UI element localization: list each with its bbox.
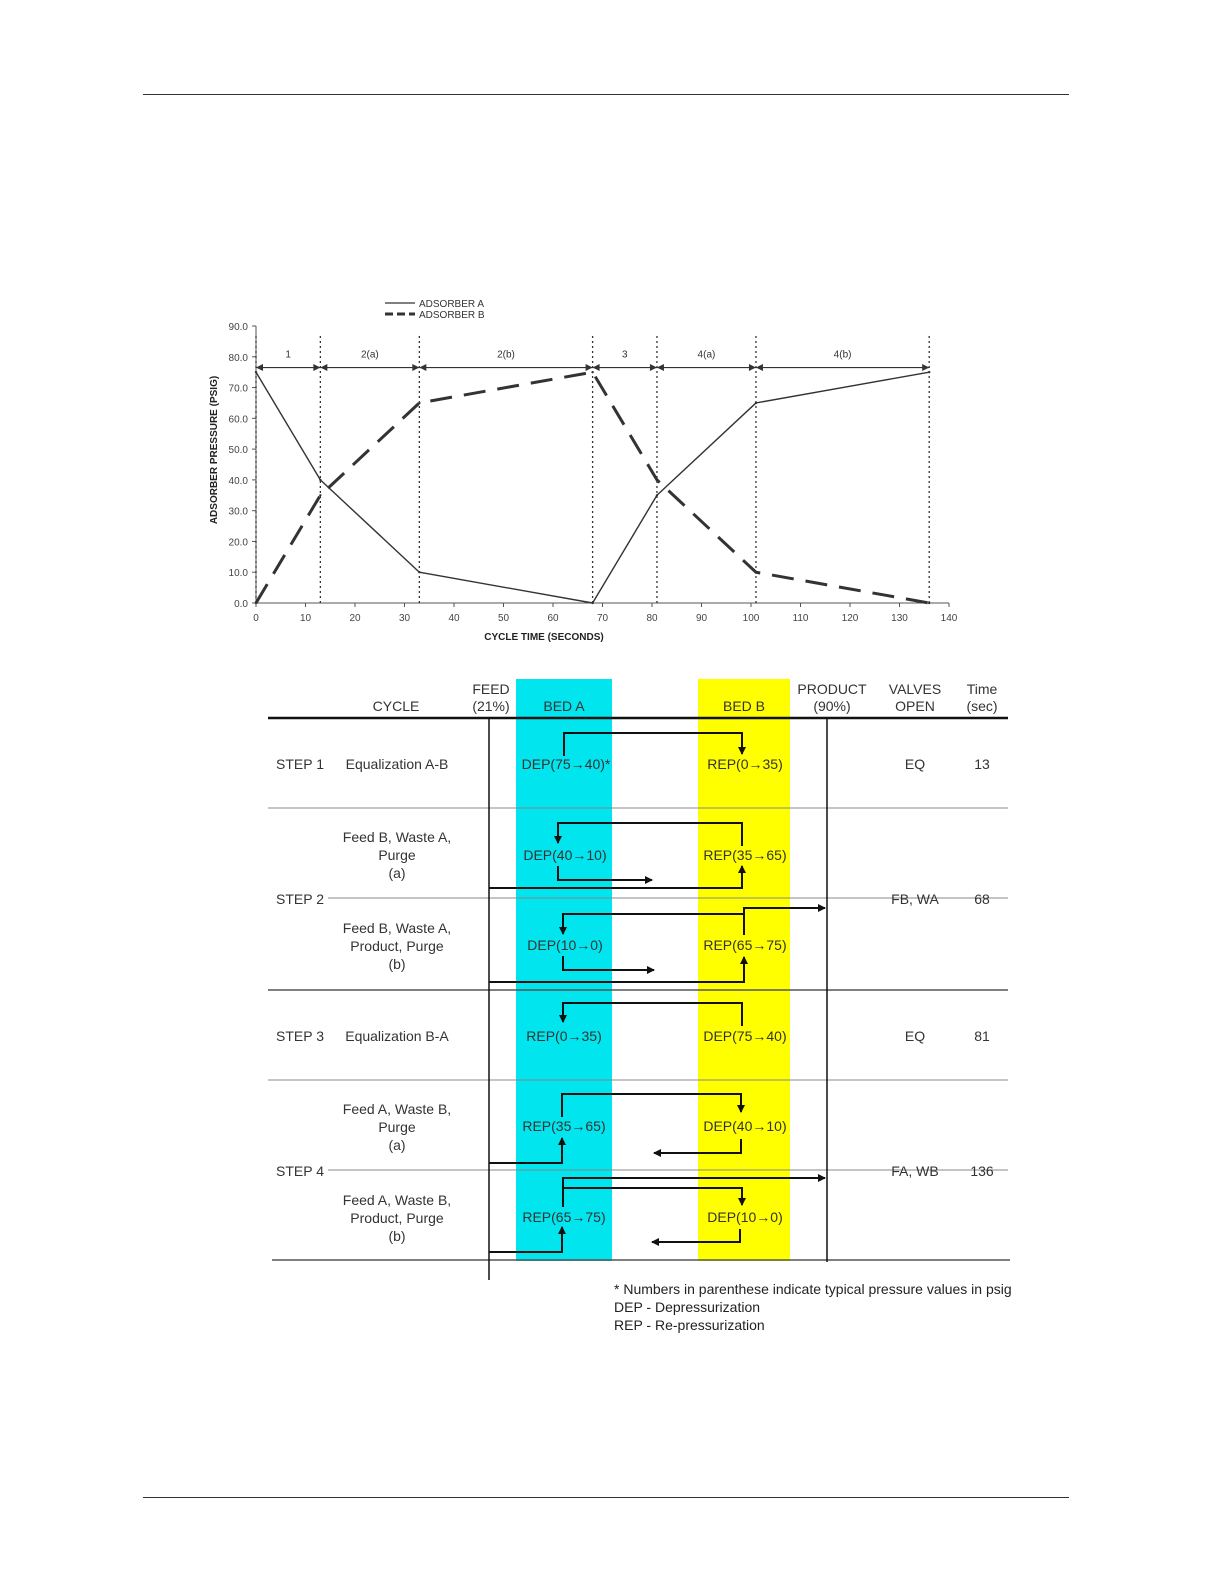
y-tick-label: 10.0 [228,568,248,580]
y-tick-label: 20.0 [228,537,248,549]
substep-a-desc-2: Purge [378,847,416,863]
bed-b-state: DEP(40→10) [703,1118,787,1134]
row-step-3 [276,1028,990,1044]
x-tick-label: 10 [299,613,312,624]
row-step-4 [276,1101,994,1244]
substep-b-desc-3: (b) [388,1228,406,1244]
valves-open: FB, WA [891,891,939,907]
y-tick-label: 40.0 [228,475,248,487]
y-tick-label: 30.0 [228,506,248,518]
phase-label: 2(b) [497,349,515,361]
bed-b-state: DEP(75→40) [703,1028,787,1044]
legend-label-a: ADSORBER A [419,299,485,310]
header-valves-2: OPEN [895,698,935,714]
table-header [373,681,998,714]
footnote-dep: DEP - Depressurization [614,1299,761,1315]
step-description: Equalization B-A [345,1028,449,1044]
substep-a-desc-2: Purge [378,1119,416,1135]
row-step-1 [276,756,990,772]
substep-a-desc-1: Feed A, Waste B, [342,1101,452,1117]
x-tick-label: 130 [891,613,908,624]
substep-b-desc-1: Feed B, Waste A, [342,920,452,936]
footnote-asterisk: * Numbers in parenthese indicate typical pressure values in psig [614,1281,1012,1297]
bed-a-state: DEP(40→10) [523,847,607,863]
header-bed-b: BED B [722,698,766,714]
x-tick-label: 100 [742,613,760,624]
cycle-time: 81 [974,1028,990,1044]
y-axis-label: ADSORBER PRESSURE (PSIG) [209,375,220,525]
x-tick-label: 20 [349,613,361,624]
header-bed-a: BED A [543,698,585,714]
substep-a-desc-3: (a) [388,1137,406,1153]
valves-open: FA, WB [891,1163,939,1179]
bed-a-state: REP(0→35) [526,1028,602,1044]
bed-a-state: DEP(75→40)* [521,756,611,772]
substep-a-desc-3: (a) [388,865,406,881]
bed-a-state: DEP(10→0) [527,937,603,953]
header-product-1: PRODUCT [797,681,867,697]
bed-b-state: REP(65→75) [703,937,787,953]
phase-label: 4(b) [833,349,852,361]
header-feed-2: (21%) [472,698,510,714]
x-tick-label: 140 [940,613,958,624]
step-label: STEP 2 [276,891,324,907]
phase-label: 2(a) [360,349,379,361]
y-tick-label: 70.0 [228,383,248,395]
x-tick-label: 90 [695,613,708,624]
x-tick-label: 50 [497,613,510,624]
x-tick-label: 30 [398,613,411,624]
legend-label-b: ADSORBER B [419,310,485,321]
valves-open: EQ [904,1028,926,1044]
substep-b-desc-2: Product, Purge [350,1210,444,1226]
row-step-2 [276,829,990,972]
x-axis-label: CYCLE TIME (SECONDS) [484,632,604,643]
x-tick-label: 60 [547,613,559,624]
bed-b-state: REP(35→65) [703,847,787,863]
cycle-time: 13 [974,756,990,772]
cycle-time: 68 [974,891,990,907]
header-time-2: (sec) [966,698,998,714]
x-tick-label: 40 [448,613,460,624]
phase-label: 4(a) [697,349,716,361]
header-feed-1: FEED [472,681,510,697]
phase-label: 1 [285,349,291,361]
phase-label: 3 [621,349,628,361]
bed-b-state: DEP(10→0) [707,1209,783,1225]
y-tick-label: 0.0 [234,599,248,610]
substep-b-desc-3: (b) [388,956,406,972]
bed-a-state: REP(65→75) [522,1209,606,1225]
y-tick-label: 50.0 [228,445,248,457]
header-valves-1: VALVES [888,681,942,697]
valves-open: EQ [904,756,926,772]
x-tick-label: 80 [646,613,658,624]
bed-b-state: REP(0→35) [707,756,783,772]
substep-b-desc-1: Feed A, Waste B, [342,1192,452,1208]
substep-a-desc-1: Feed B, Waste A, [342,829,452,845]
header-product-2: (90%) [813,698,851,714]
footnote-rep: REP - Re-pressurization [614,1317,765,1333]
y-tick-label: 80.0 [228,352,248,364]
step-label: STEP 3 [276,1028,324,1044]
bed-a-state: REP(35→65) [522,1118,606,1134]
x-tick-label: 0 [253,613,259,624]
step-description: Equalization A-B [345,756,449,772]
y-tick-label: 90.0 [228,322,248,333]
x-tick-label: 70 [596,613,609,624]
x-tick-label: 110 [792,613,809,624]
substep-b-desc-2: Product, Purge [350,938,444,954]
header-cycle: CYCLE [372,698,420,714]
x-tick-label: 120 [841,613,859,624]
cycle-time: 136 [970,1163,994,1179]
header-time-1: Time [966,681,998,697]
step-label: STEP 4 [276,1163,324,1179]
step-label: STEP 1 [276,756,324,772]
y-tick-label: 60.0 [228,414,248,426]
